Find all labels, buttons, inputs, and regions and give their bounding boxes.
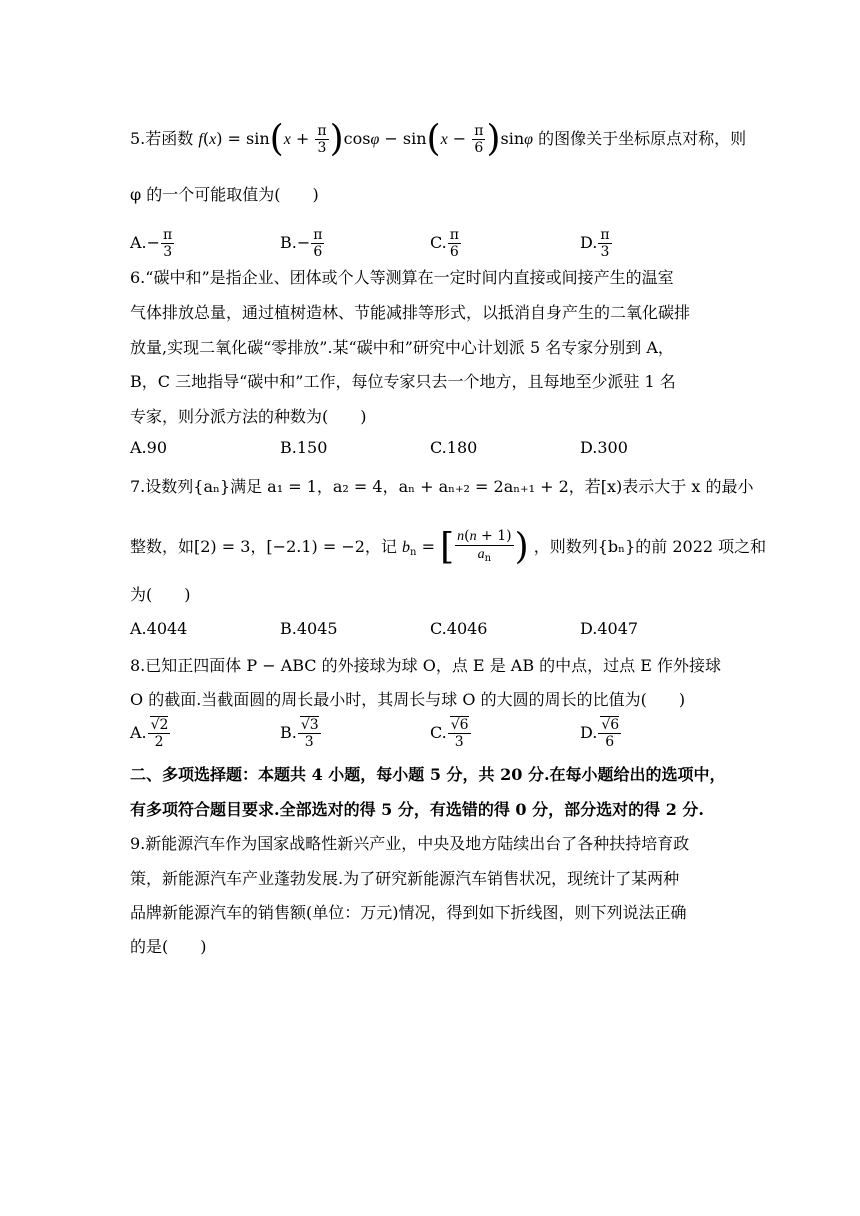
q5-suffix: 的图像关于坐标原点对称，则 [538,129,747,148]
q8-line2: O 的截面.当截面圆的周长最小时，其周长与球 O 的大圆的周长的比值为( ) [130,690,686,709]
q6-line1: 6.“碳中和”是指企业、团体或个人等测算在一定时间内直接或间接产生的温室 [130,268,674,287]
q5-prefix: 5.若函数 [130,129,194,148]
q7-line2-a: 整数，如[2) = 3，[−2.1) = −2，记 [130,537,397,556]
q5-option-a: A.− $\frac{\pi}{3}$ [130,227,173,260]
q5-option-d: D. $\frac{\pi}{3}$ [580,227,610,260]
q6-option-c: C.180 [430,438,478,457]
q6-line5: 专家，则分派方法的种数为( ) [130,407,367,426]
q8-option-d: D. $\frac{√6}{6}$ [580,717,620,750]
q8-line1: 8.已知正四面体 P − ABC 的外接球为球 O，点 E 是 AB 的中点，过点 E 作外接球 [130,656,722,675]
q5-formula: f(x) = sin(x + $\frac{\pi}{3}$ )cosφ − sin(x − $\frac{\pi}{6}$ )sinφ [198,118,533,160]
q9-line1: 9.新能源汽车作为国家战略性新兴产业，中央及地方陆续出台了各种扶持培育政 [130,834,690,853]
q6-line2: 气体排放总量，通过植树造林、节能减排等形式，以抵消自身产生的二氧化碳排 [130,303,691,322]
q5-line1 [130,118,747,160]
q9-line3: 品牌新能源汽车的销售额(单位：万元)情况，得到如下折线图，则下列说法正确 [130,903,687,922]
section2-heading-line1: 二、多项选择题：本题共 4 小题，每小题 5 分，共 20 分.在每小题给出的选项中， [130,765,726,784]
q7-option-d: D.4047 [580,619,639,638]
q5-line2: φ 的一个可能取值为( ) [130,185,319,204]
q6-option-d: D.300 [580,438,628,457]
q9-line4: 的是( ) [130,937,207,956]
q6-option-b: B.150 [280,438,328,457]
q7-line3: 为( ) [130,585,191,604]
q7-line1: 7.设数列{aₙ}满足 a₁ = 1，a₂ = 4，aₙ + aₙ₊₂ = 2aₙ₊₁ + 2，若[x)表示大于 x 的最小 [130,477,754,496]
q5-option-b: B.− $\frac{\pi}{6}$ [280,227,323,260]
q7-bn-formula: $b_n$ = [ $\frac{n(n + 1)}{a_n}$ ) [402,526,529,568]
q7-option-c: C.4046 [430,619,488,638]
q5-option-c: C. $\frac{\pi}{6}$ [430,227,459,260]
q7-line2-b: ，则数列{bₙ}的前 2022 项之和 [533,537,767,556]
q8-option-c: C. $\frac{√6}{3}$ [430,717,469,750]
q8-option-a: A. $\frac{√2}{2}$ [130,717,169,750]
q9-line2: 策，新能源汽车产业蓬勃发展.为了研究新能源汽车销售状况，现统计了某两种 [130,869,680,888]
q7-option-a: A.4044 [130,619,188,638]
section2-heading-line2: 有多项符合题目要求.全部选对的得 5 分，有选错的得 0 分，部分选对的得 2 分. [130,800,704,819]
q6-line4: B，C 三地指导“碳中和”工作，每位专家只去一个地方，且每地至少派驻 1 名 [130,372,676,391]
q6-option-a: A.90 [130,438,167,457]
q7-option-b: B.4045 [280,619,338,638]
q8-option-b: B. $\frac{√3}{3}$ [280,717,319,750]
q7-line2 [130,528,766,567]
q6-line3: 放量,实现二氧化碳“零排放”.某“碳中和”研究中心计划派 5 名专家分别到 A， [130,338,674,357]
